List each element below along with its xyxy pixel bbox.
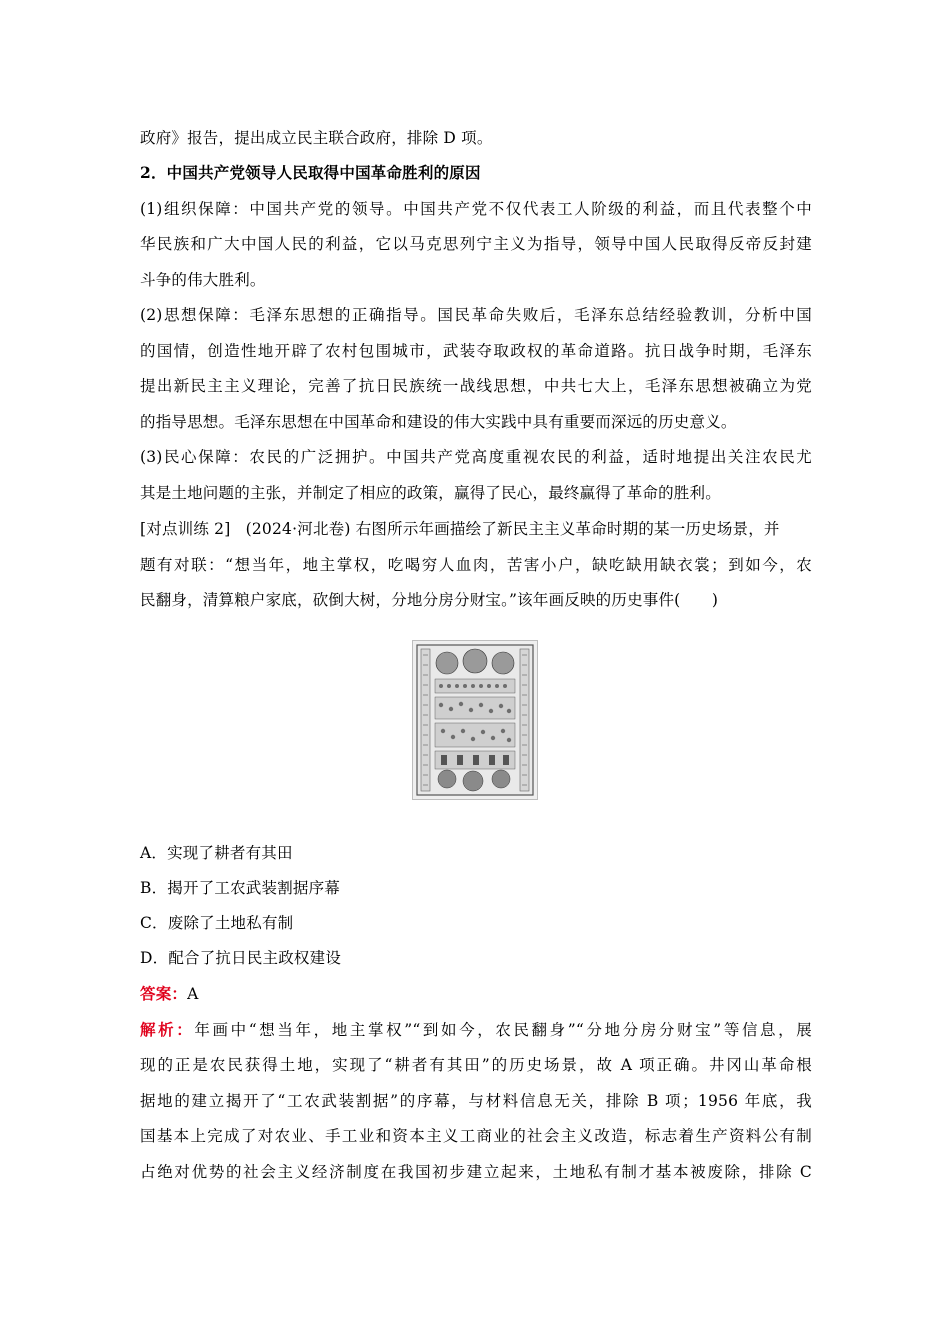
section-heading: 2．中国共产党领导人民取得中国革命胜利的原因 <box>140 163 481 182</box>
analysis-line-4: 国基本上完成了对农业、手工业和资本主义工商业的社会主义改造，标志着生产资料公有制 <box>140 1127 812 1145</box>
exercise-stem-line-1: (2024·河北卷) 右图所示年画描绘了新民主主义革命时期的某一历史场景，并 <box>245 520 780 538</box>
option-c: C．废除了土地私有制 <box>140 914 294 932</box>
exercise-tag: [对点训练 2] <box>140 520 231 538</box>
analysis-first-line: 年画中“想当年，地主掌权”“到如今，农民翻身”“分地分房分财宝”等信息，展 <box>194 1021 812 1039</box>
intro-tail-text: 政府》报告，提出成立民主联合政府，排除 D 项。 <box>140 129 493 147</box>
point3-line-1: (3)民心保障：农民的广泛拥护。中国共产党高度重视农民的利益，适时地提出关注农民尤 <box>140 448 812 466</box>
point1-line-3: 斗争的伟大胜利。 <box>140 271 266 289</box>
analysis-label: 解析： <box>140 1020 195 1039</box>
analysis-line-2: 现的正是农民获得土地，实现了“耕者有其田”的历史场景，故 A 项正确。井冈山革命根 <box>140 1056 812 1074</box>
point1-line-2: 华民族和广大中国人民的利益，它以马克思列宁主义为指导，领导中国人民取得反帝反封建 <box>140 235 812 253</box>
answer-label: 答案： <box>140 984 188 1003</box>
point3-line-2: 其是土地问题的主张，并制定了相应的政策，赢得了民心，最终赢得了革命的胜利。 <box>140 484 721 502</box>
exercise-stem-line-2: 题有对联：“想当年，地主掌权，吃喝穷人血肉，苦害小户，缺吃缺用缺衣裳；到如今，农 <box>140 556 812 574</box>
analysis-line-5: 占绝对优势的社会主义经济制度在我国初步建立起来，土地私有制才基本被废除，排除 C <box>140 1163 812 1181</box>
point2-line-2: 的国情，创造性地开辟了农村包围城市，武装夺取政权的革命道路。抗日战争时期，毛泽东 <box>140 342 812 360</box>
point2-line-1: (2)思想保障：毛泽东思想的正确指导。国民革命失败后，毛泽东总结经验教训，分析中国 <box>140 306 812 324</box>
answer-line <box>140 984 812 1004</box>
option-d: D．配合了抗日民主政权建设 <box>140 949 342 967</box>
exercise-first-line <box>140 519 812 539</box>
woodblock-print-illustration <box>413 641 537 799</box>
point2-line-3: 提出新民主主义理论，完善了抗日民族统一战线思想，中共七大上，毛泽东思想被确立为党 <box>140 377 812 395</box>
analysis-line-1 <box>140 1020 812 1040</box>
exercise-stem-line-3: 民翻身，清算粮户家底，砍倒大树，分地分房分财宝。”该年画反映的历史事件( ) <box>140 591 719 609</box>
option-a: A．实现了耕者有其田 <box>140 844 293 862</box>
answer-value: A <box>187 985 199 1003</box>
new-year-painting-image <box>412 640 538 800</box>
option-b: B．揭开了工农武装割据序幕 <box>140 879 340 897</box>
point1-line-1: (1)组织保障：中国共产党的领导。中国共产党不仅代表工人阶级的利益，而且代表整个中 <box>140 200 812 218</box>
point2-line-4: 的指导思想。毛泽东思想在中国革命和建设的伟大实践中具有重要而深远的历史意义。 <box>140 413 737 431</box>
analysis-line-3: 据地的建立揭开了“工农武装割据”的序幕，与材料信息无关，排除 B 项；1956 年底，我 <box>140 1092 812 1110</box>
